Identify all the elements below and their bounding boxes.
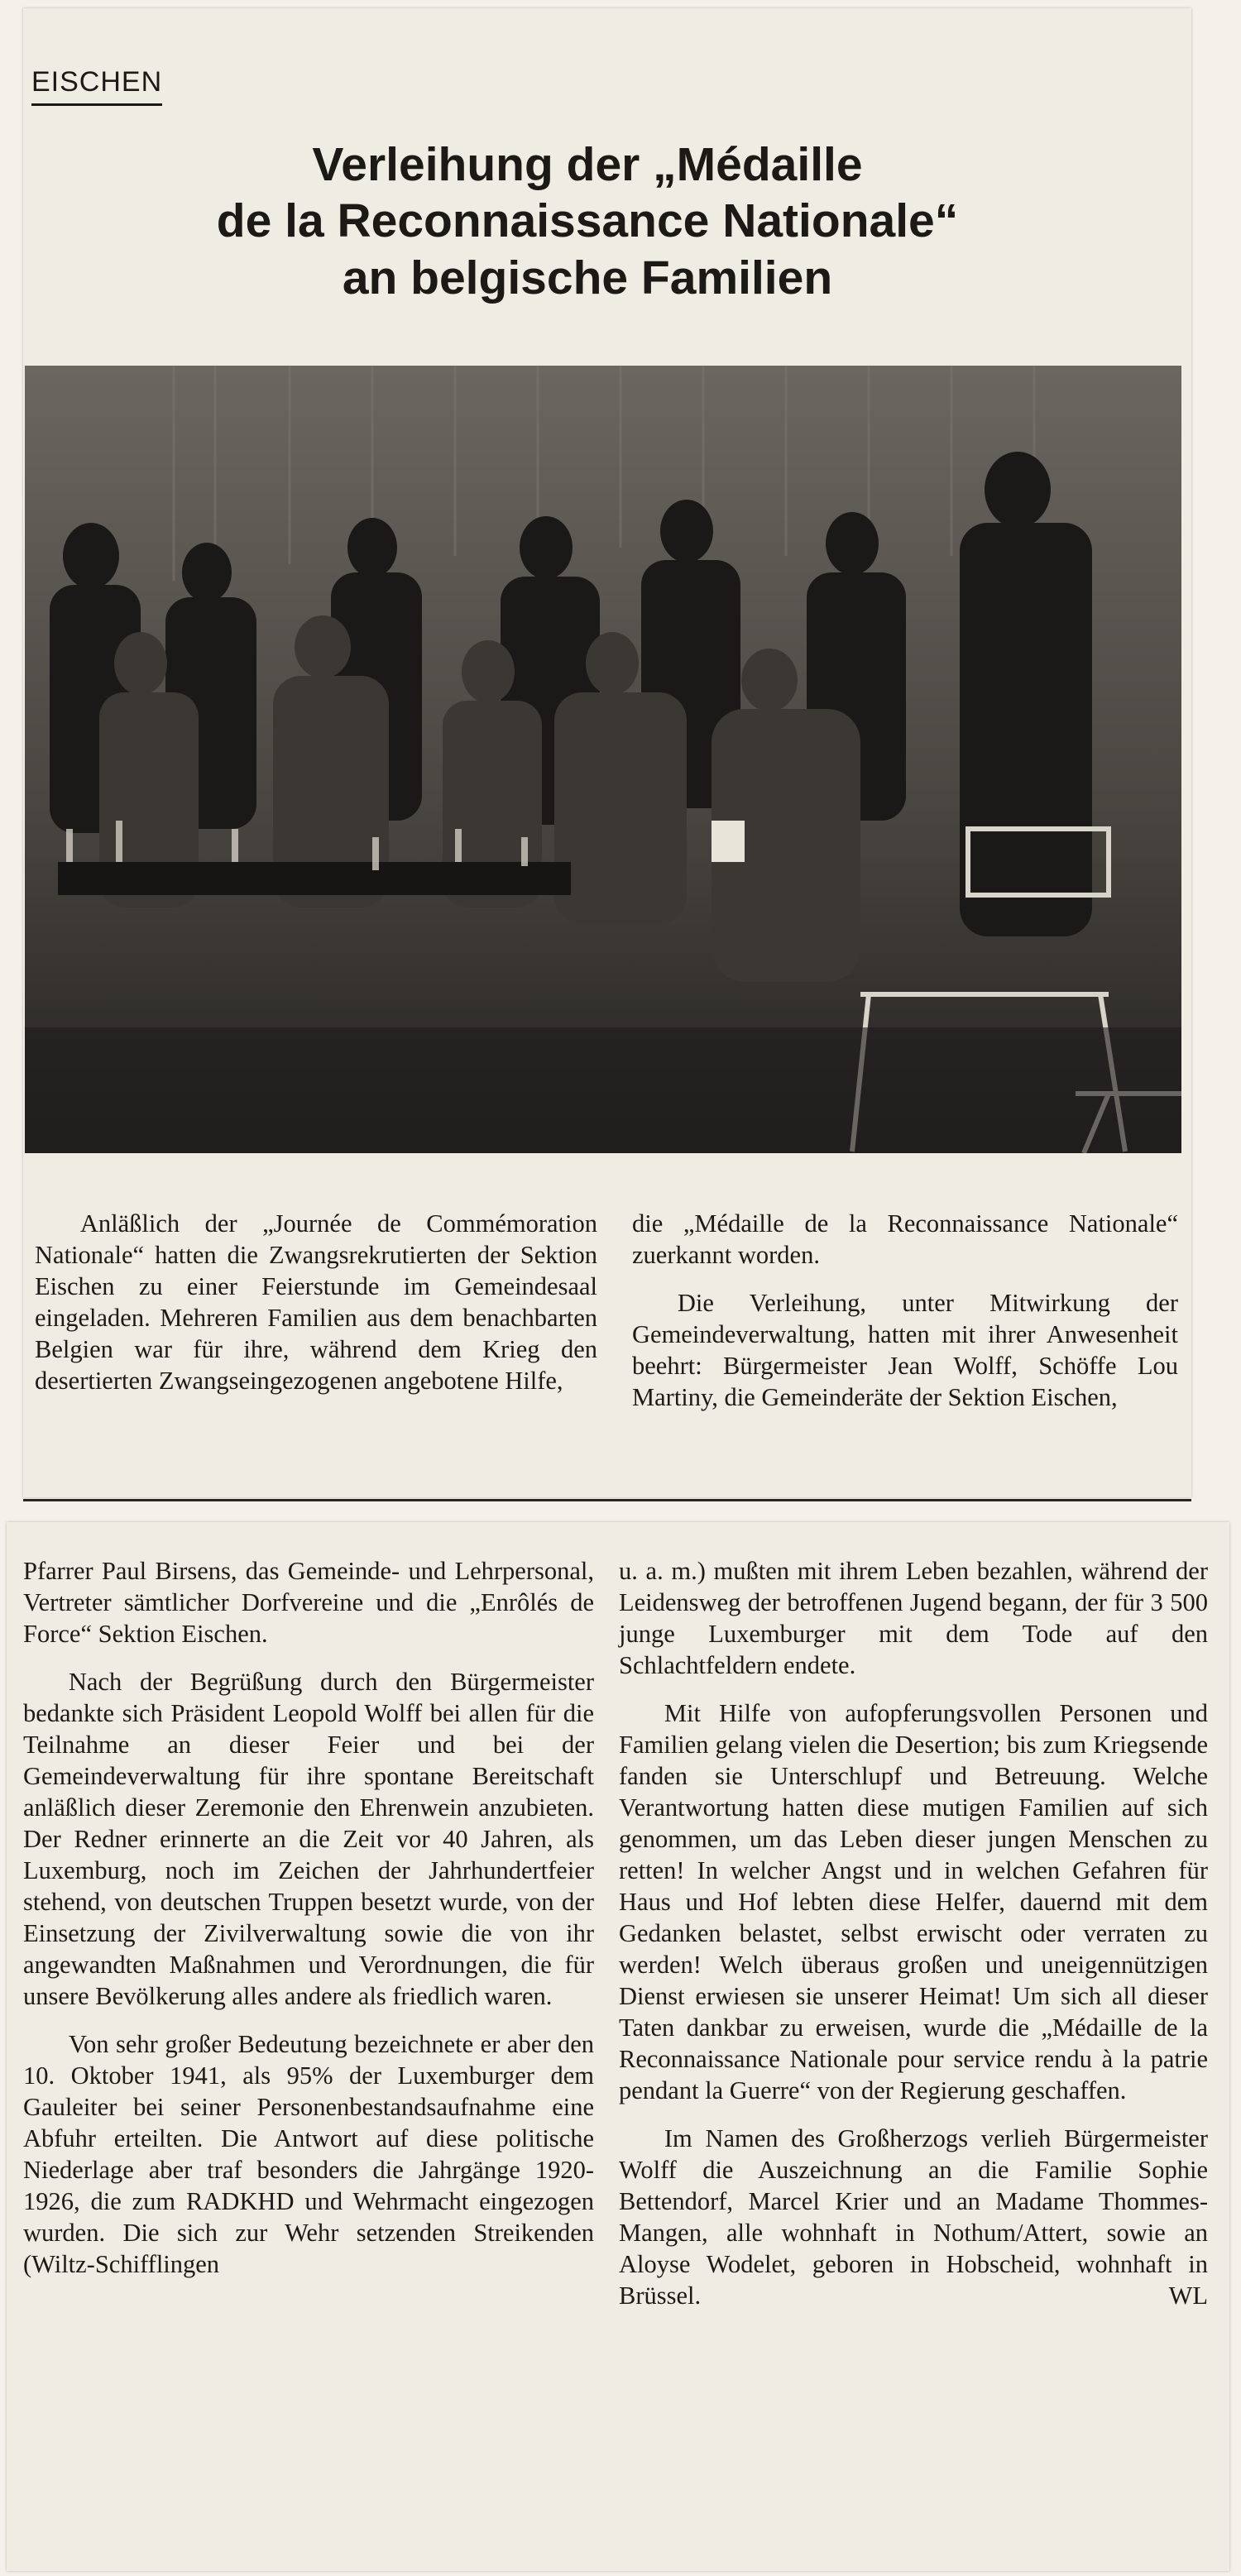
article-column-top-right bbox=[632, 1208, 1178, 1413]
paragraph: Pfarrer Paul Birsens, das Gemeinde- und Lehrpersonal, Vertreter sämtlicher Dorfvereine und die „Enrôlés de Force“ Sektion Eischen. bbox=[23, 1557, 594, 1648]
headline-line-3: an belgische Familien bbox=[342, 251, 833, 304]
photo-illustration bbox=[25, 366, 1181, 1153]
section-label: EISCHEN bbox=[31, 66, 162, 106]
clipping-divider bbox=[23, 1499, 1191, 1501]
paragraph: Mit Hilfe von aufopferungsvollen Personen und Familien gelang vielen die Desertion; bis zum Kriegsende fanden sie Unterschlupf und Betreuung. Welche Verantwortung hatten diese mutigen Familien auf sich genommen, um das Leben dieser jungen Menschen zu retten! In welcher Angst und in welchen Gefahren für Haus und Hof lebten diese Helfer, dauernd mit dem Gedanken belastet, selbst erwischt oder verraten zu werden! Welch überaus großen und uneigennützigen Dienst erwiesen sie unserer Heimat! Um sich all dieser Taten dankbar zu erweisen, wurde die „Médaille de la Reconnaissance Nationale pour service rendu à la patrie pendant la Guerre“ von der Regierung geschaffen. bbox=[619, 1699, 1208, 2104]
paragraph: Von sehr großer Bedeutung bezeichnete er aber den 10. Oktober 1941, als 95% der Luxemburger dem Gauleiter bei seiner Personenbestandsaufnahme eine Abfuhr erteilten. Die Antwort auf diese politische Niederlage aber traf besonders die Jahrgänge 1920-1926, die zum RADKHD und Wehrmacht eingezogen wurden. Die sich zur Wehr setzenden Streikenden (Wiltz-Schifflingen bbox=[23, 2030, 594, 2278]
author-signature: WL bbox=[1168, 2282, 1208, 2310]
article-headline bbox=[83, 136, 1092, 306]
paragraph-text: Im Namen des Großherzogs verlieh Bürgermeister Wolff die Auszeichnung an die Familie Sophie Bettendorf, Marcel Krier und an Madame Thommes-Mangen, alle wohnhaft in Nothum/Attert, sowie an Aloyse Wodelet, geboren in Hobscheid, wohnhaft in Brüssel. bbox=[619, 2124, 1208, 2310]
headline-line-2: de la Reconnaissance Nationale“ bbox=[216, 194, 959, 248]
article-column-bottom-left bbox=[23, 1555, 594, 2280]
paragraph: Anläßlich der „Journée de Commémoration Nationale“ hatten die Zwangsrekrutierten der Sektion Eischen zu einer Feierstunde im Gemeindesaal eingeladen. Mehreren Familien aus dem benachbarten Belgien war für ihre, während dem Krieg den desertierten Zwangseingezogenen angebotene Hilfe, bbox=[35, 1209, 597, 1395]
headline-line-1: Verleihung der „Médaille bbox=[312, 138, 863, 191]
paragraph: Die Verleihung, unter Mitwirkung der Gemeindeverwaltung, hatten mit ihrer Anwesenheit beehrt: Bürgermeister Jean Wolff, Schöffe Lou Martiny, die Gemeinderäte der Sektion Eischen, bbox=[632, 1289, 1178, 1411]
paragraph bbox=[619, 2123, 1208, 2311]
group-photo-image bbox=[25, 366, 1181, 1153]
paragraph: Nach der Begrüßung durch den Bürgermeister bedankte sich Präsident Leopold Wolff bei allen für die Teilnahme an dieser Feier und bei der Gemeindeverwaltung für ihre spontane Bereitschaft anläßlich dieser Zeremonie den Ehrenwein anzubieten. Der Redner erinnerte an die Zeit vor 40 Jahren, als Luxemburg, noch im Zeichen der Jahrhundertfeier stehend, von deutschen Truppen besetzt wurde, von der Einsetzung der Zivilverwaltung sowie die von ihr angewandten Maßnahmen und Verordnungen, die für unsere Bevölkerung alles andere als friedlich waren. bbox=[23, 1668, 594, 2010]
article-column-bottom-right bbox=[619, 1555, 1208, 2311]
paragraph: u. a. m.) mußten mit ihrem Leben bezahlen, während der Leidensweg der betroffenen Jugend begann, der für 3 500 junge Luxemburger mit dem Tode auf den Schlachtfeldern endete. bbox=[619, 1557, 1208, 1679]
paragraph: die „Médaille de la Reconnaissance Nationale“ zuerkannt worden. bbox=[632, 1209, 1178, 1269]
article-column-top-left bbox=[35, 1208, 597, 1396]
